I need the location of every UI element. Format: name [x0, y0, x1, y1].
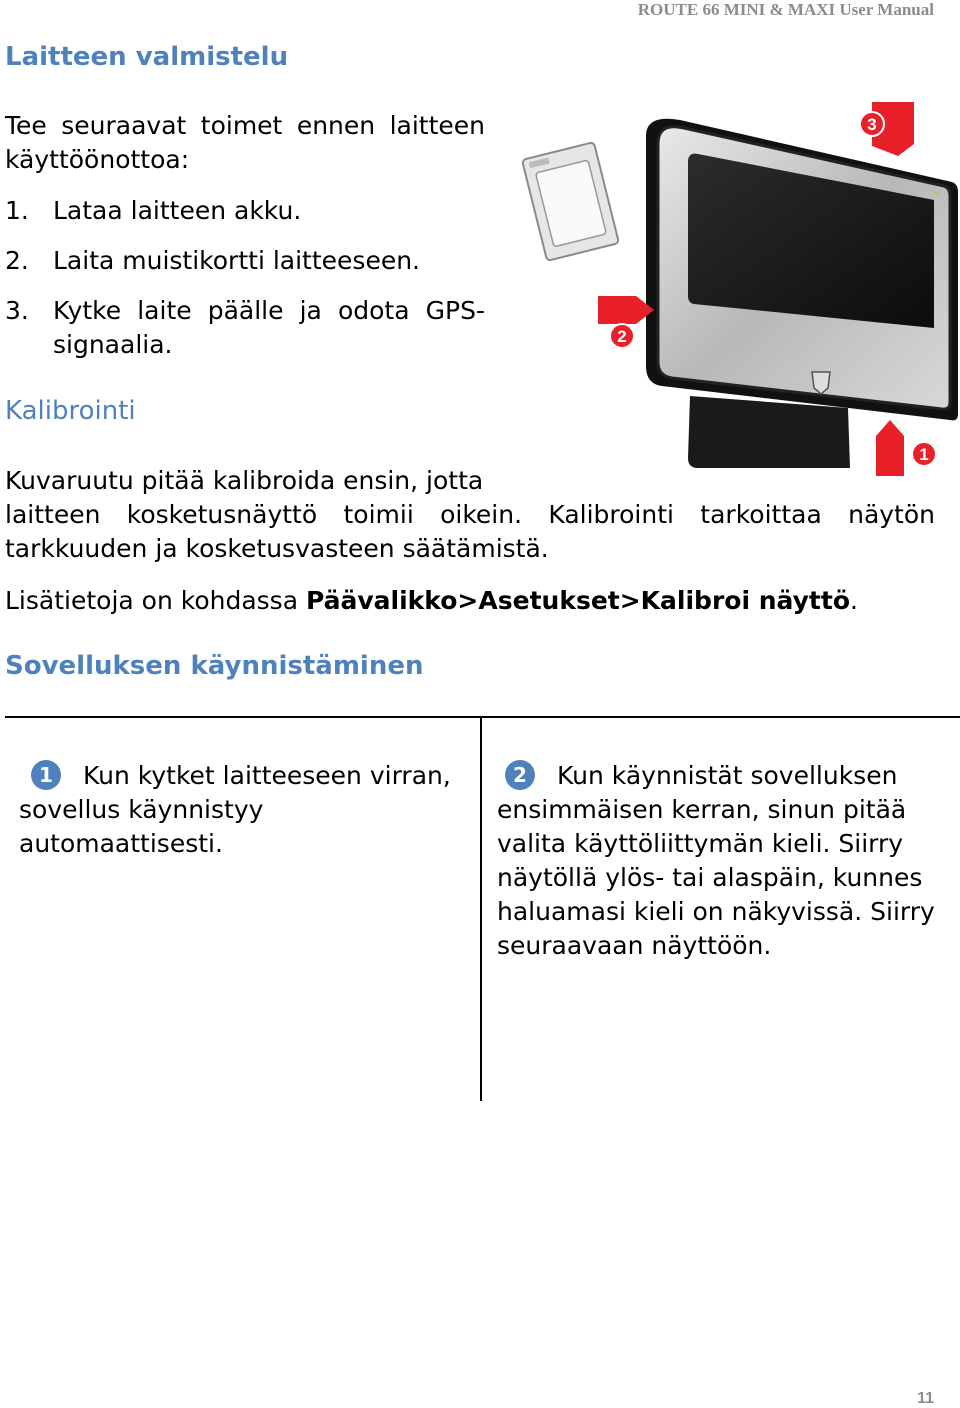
cell-1-line-1: Kun kytket laitteeseen virran, [83, 761, 451, 790]
more-info-line [5, 584, 945, 618]
intro-line-2: käyttöönottoa: [5, 145, 190, 174]
intro-line-1: Tee seuraavat toimet ennen laitteen [5, 111, 485, 140]
step-badge-2: 2 [505, 760, 535, 790]
step-number: 3. [5, 296, 29, 325]
cell-2-line-4: näytöllä ylös- tai alaspäin, kunnes [497, 863, 923, 892]
step-text-line-2: signaalia. [53, 330, 173, 359]
callout-label: 3 [867, 115, 877, 134]
calibration-line-2: laitteen kosketusnäyttö toimii oikein. Kalibrointi tarkoittaa näytön [5, 500, 935, 529]
step-badge-1: 1 [31, 760, 61, 790]
more-info-prefix: Lisätietoja on kohdassa [5, 586, 306, 615]
cell-1-line-2: sovellus käynnistyy automaattisesti. [19, 795, 264, 858]
cell-2-line-1: Kun käynnistät sovelluksen [557, 761, 898, 790]
callout-2 [598, 296, 654, 348]
heading-starting-app: Sovelluksen käynnistäminen [5, 651, 424, 681]
step-text-line-1: Kytke laite päälle ja odota GPS- [53, 296, 485, 325]
heading-calibration: Kalibrointi [5, 396, 136, 426]
cell-2-line-5: haluamasi kieli on näkyvissä. Siirry [497, 897, 935, 926]
callout-label: 2 [617, 327, 627, 346]
callout-3 [860, 102, 914, 156]
step-1 [5, 194, 485, 228]
step-number: 2. [5, 246, 29, 275]
settings-path: Päävalikko>Asetukset>Kalibroi näyttö [305, 586, 851, 615]
step-3 [5, 294, 485, 362]
heading-preparation: Laitteen valmistelu [5, 42, 289, 72]
cell-2-line-2: ensimmäisen kerran, sinun pitää [497, 795, 907, 824]
more-info-suffix: . [850, 586, 858, 615]
step-text: Laita muistikortti laitteeseen. [53, 246, 420, 275]
step-number: 1. [5, 196, 29, 225]
table-top-rule [5, 716, 960, 718]
callout-label: 1 [919, 445, 929, 464]
table-cell-2 [497, 759, 937, 963]
calibration-line-3: tarkkuuden ja kosketusvasteen säätämistä. [5, 534, 549, 563]
table-cell-1 [19, 759, 469, 861]
table-column-divider [480, 716, 482, 1101]
device-illustration [512, 96, 960, 488]
page-number: 11 [917, 1390, 934, 1407]
cell-2-line-3: valita käyttöliittymän kieli. Siirry [497, 829, 904, 858]
steps-list [5, 194, 485, 362]
memory-card [522, 142, 619, 261]
calibration-line-1: Kuvaruutu pitää kalibroida ensin, jotta [5, 466, 484, 495]
intro-paragraph [5, 109, 485, 177]
device-stand [688, 396, 850, 468]
gps-device-image [512, 96, 960, 488]
cell-2-line-6: seuraavaan näyttöön. [497, 931, 772, 960]
manual-header: ROUTE 66 MINI & MAXI User Manual [637, 0, 934, 19]
callout-1 [876, 420, 936, 476]
step-text: Lataa laitteen akku. [53, 196, 302, 225]
step-2 [5, 244, 485, 278]
